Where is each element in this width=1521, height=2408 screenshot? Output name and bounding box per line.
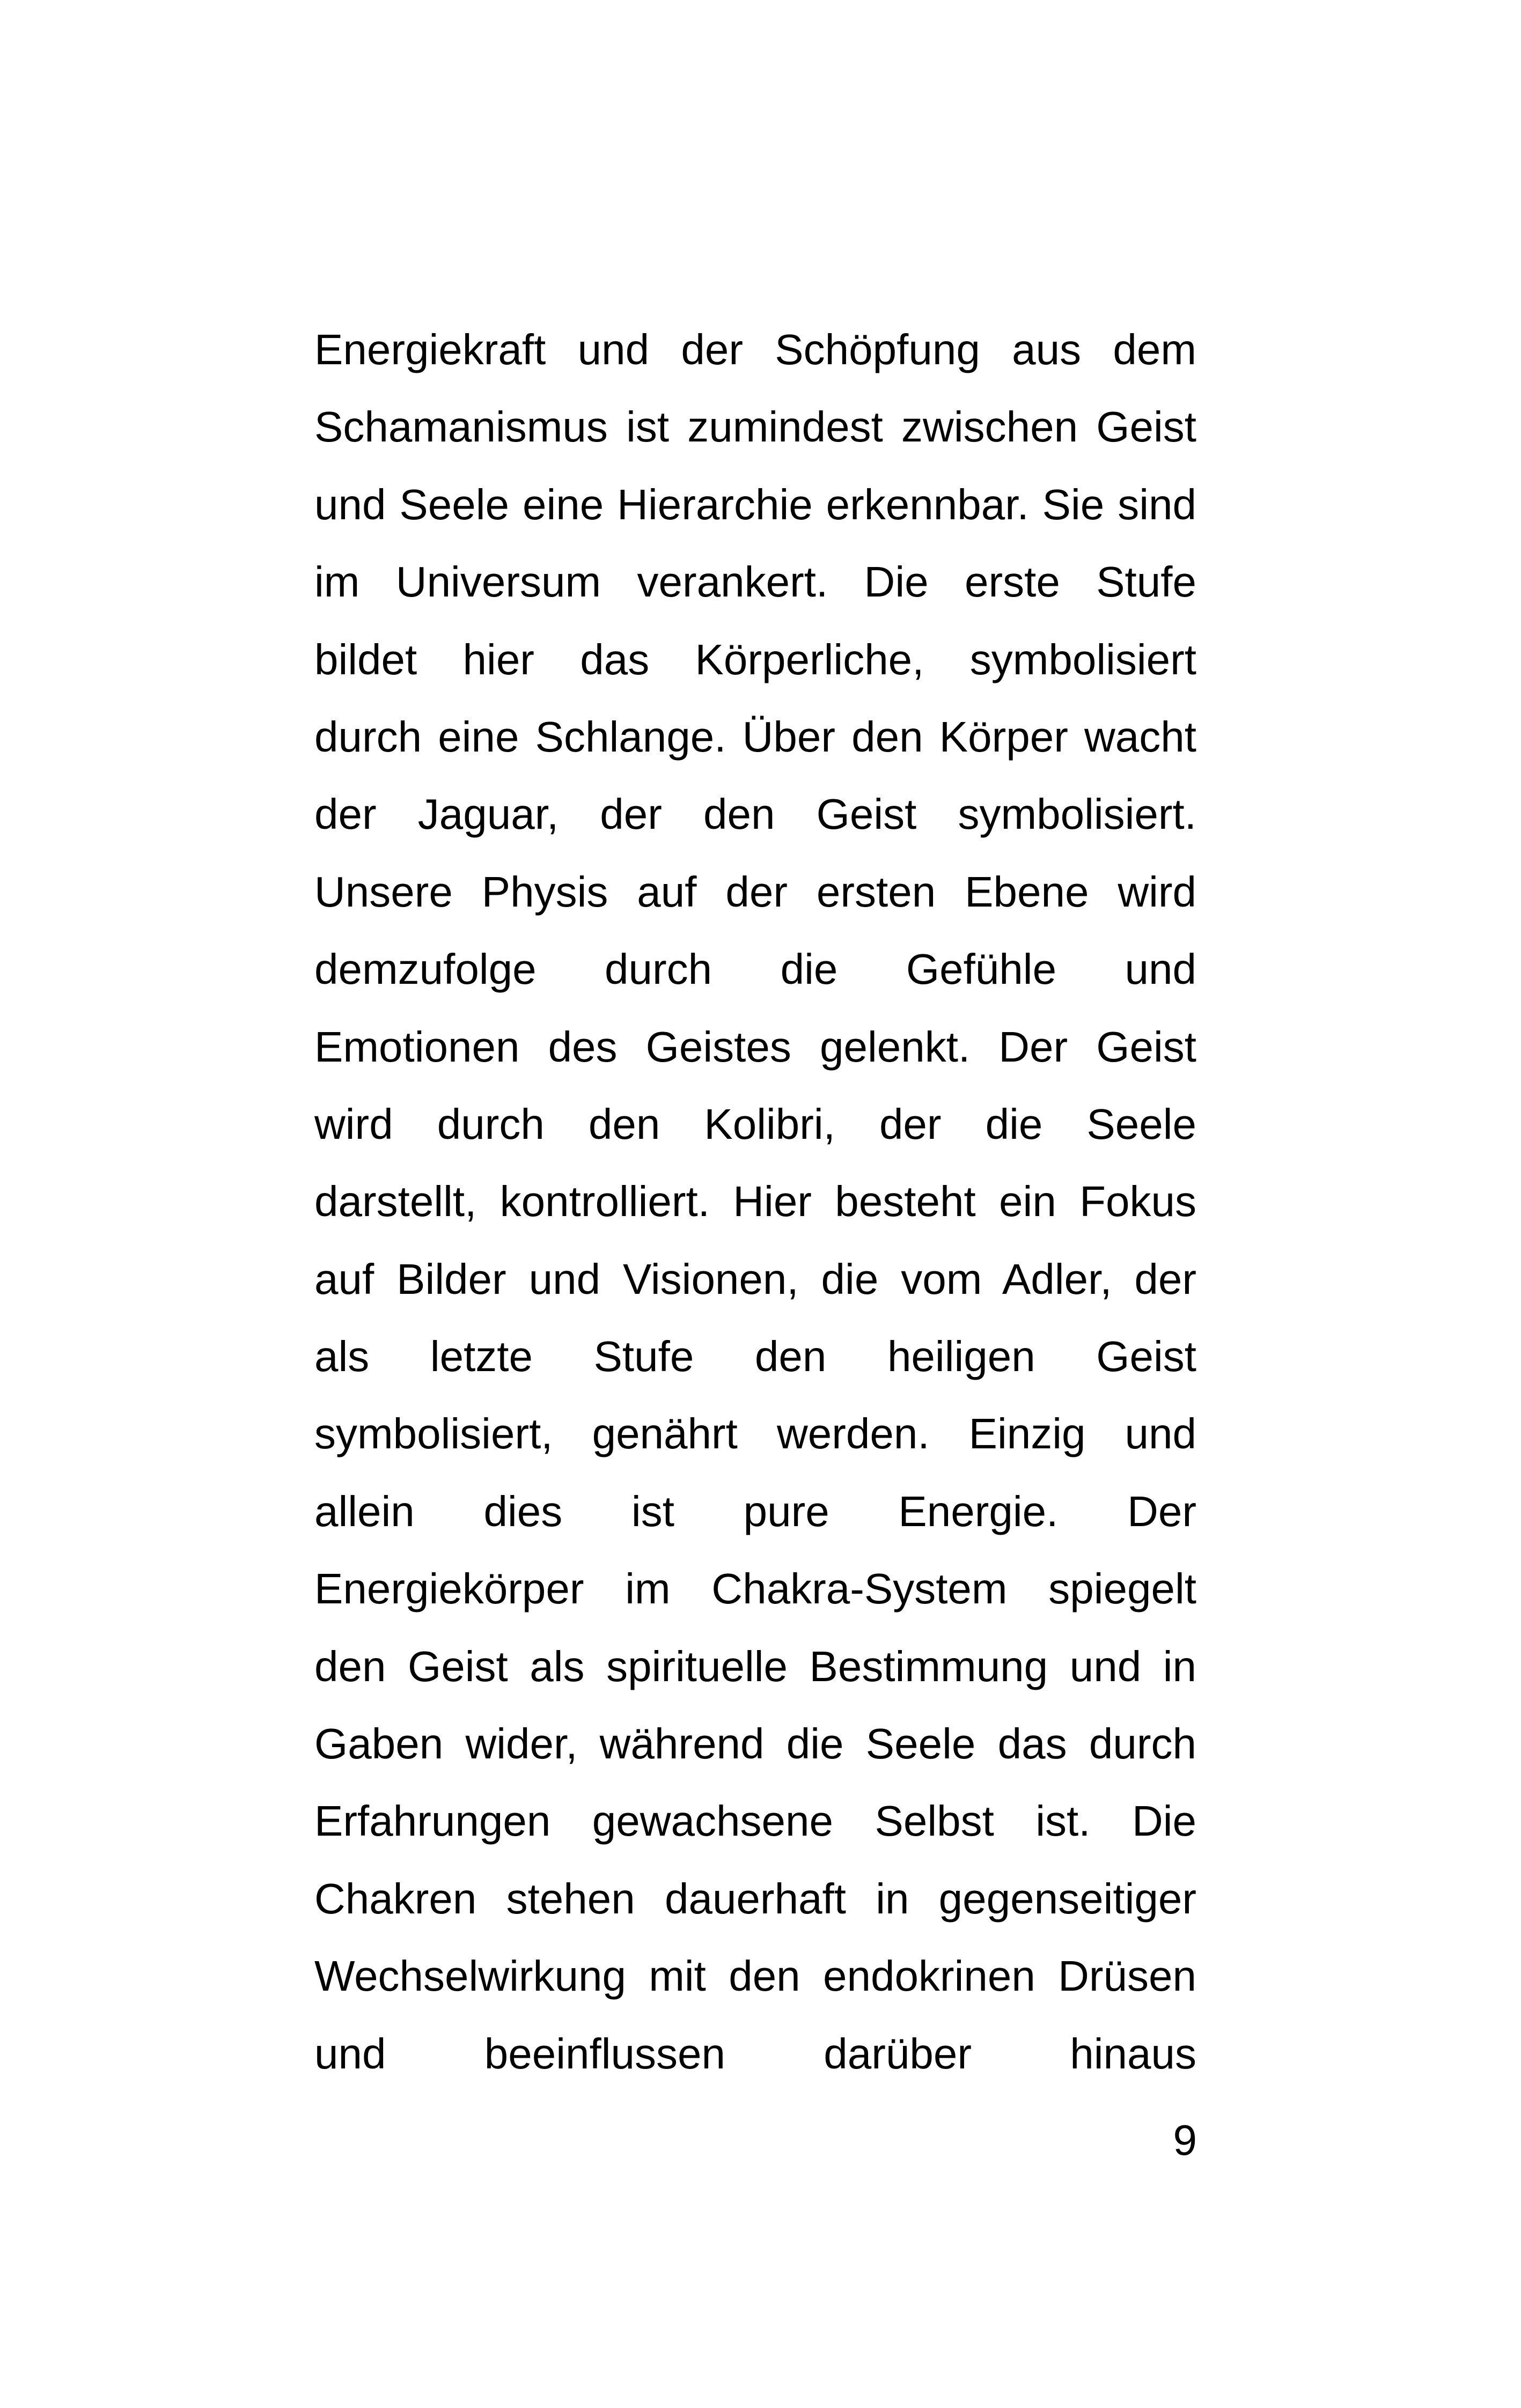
text-line: Schamanismus ist zumindest zwischen Geist [314, 403, 1196, 451]
text-line: Gaben wider, während die Seele das durch [314, 1720, 1196, 1768]
text-line: den Geist als spirituelle Bestimmung und in [314, 1642, 1196, 1690]
text-line: Energiekraft und der Schöpfung aus dem [314, 326, 1196, 373]
text-line: im Universum verankert. Die erste Stufe [314, 558, 1196, 606]
text-line: auf Bilder und Visionen, die vom Adler, der [314, 1255, 1196, 1303]
text-line: allein dies ist pure Energie. Der [314, 1487, 1196, 1535]
page-number: 9 [1173, 2116, 1197, 2164]
text-line: Chakren stehen dauerhaft in gegenseitiger [314, 1874, 1196, 1923]
text-line: Emotionen des Geistes gelenkt. Der Geist [314, 1022, 1196, 1071]
text-line: symbolisiert, genährt werden. Einzig und [314, 1410, 1196, 1458]
text-line: Erfahrungen gewachsene Selbst ist. Die [314, 1797, 1196, 1845]
text-line: bildet hier das Körperliche, symbolisiert [314, 635, 1196, 683]
text-line: demzufolge durch die Gefühle und [314, 945, 1196, 993]
text-line: Wechselwirkung mit den endokrinen Drüsen [314, 1952, 1196, 2000]
text-line: Unsere Physis auf der ersten Ebene wird [314, 867, 1196, 916]
text-line: Energiekörper im Chakra-System spiegelt [314, 1565, 1196, 1613]
text-line: darstellt, kontrolliert. Hier besteht ein Fokus [314, 1177, 1196, 1226]
text-line: wird durch den Kolibri, der die Seele [314, 1100, 1196, 1148]
text-line: durch eine Schlange. Über den Körper wacht [314, 712, 1196, 761]
body-text [314, 311, 1196, 2093]
text-line: der Jaguar, der den Geist symbolisiert. [314, 790, 1196, 838]
text-line: und Seele eine Hierarchie erkennbar. Sie sind [314, 480, 1196, 528]
text-line: als letzte Stufe den heiligen Geist [314, 1332, 1196, 1381]
text-line: und beeinflussen darüber hinaus [314, 2029, 1196, 2078]
